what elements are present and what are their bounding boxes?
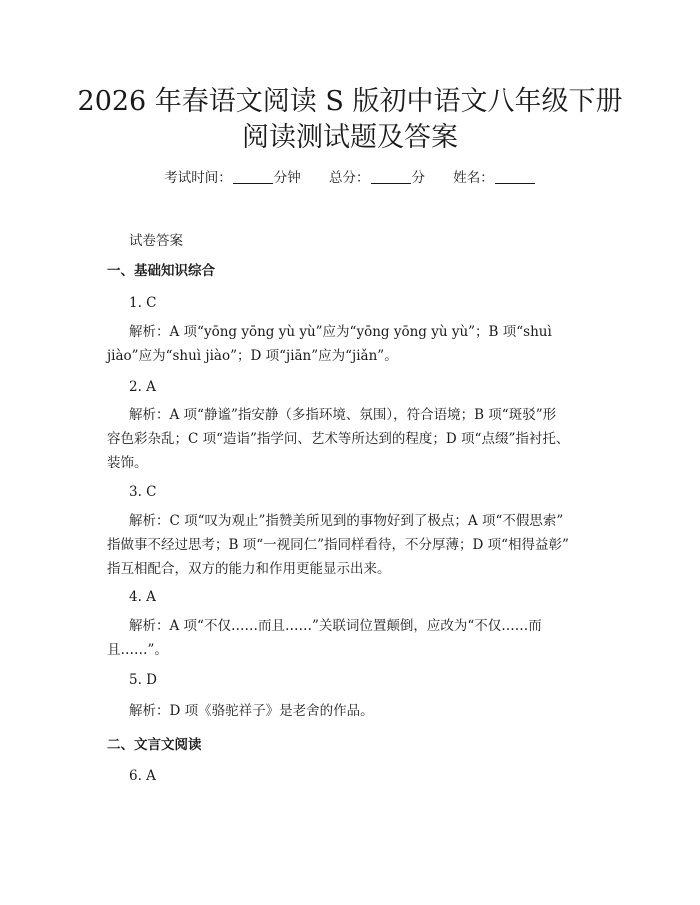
analysis-line: 解析：A 项“不仅……而且……”关联词位置颠倒，应改为“不仅……而 <box>129 618 542 634</box>
document-title-line-2: 阅读测试题及答案 <box>242 122 458 153</box>
score-unit: 分 <box>411 170 425 186</box>
score-label: 总分： <box>329 170 370 186</box>
analysis-line: 指互相配合，双方的能力和作用更能显示出来。 <box>107 561 391 577</box>
question-3-answer: 3. C <box>129 484 157 500</box>
question-5-answer: 5. D <box>129 672 157 688</box>
analysis-line: 解析：A 项“静谧”指安静（多指环境、氛围），符合语境；B 项“斑驳”形 <box>129 407 557 423</box>
answers-heading: 试卷答案 <box>129 233 183 249</box>
question-3-analysis <box>107 509 593 581</box>
exam-meta <box>0 169 700 187</box>
name-blank <box>495 170 535 184</box>
exam-time <box>164 170 301 186</box>
analysis-line: 解析：D 项《骆驼祥子》是老舍的作品。 <box>129 703 374 719</box>
question-1-answer: 1. C <box>129 295 157 311</box>
analysis-line: 装饰。 <box>107 455 148 471</box>
score-blank <box>371 170 411 184</box>
time-label: 考试时间： <box>164 170 232 186</box>
analysis-line: 指做事不经过思考；B 项“一视同仁”指同样看待，不分厚薄；D 项“相得益彰” <box>107 537 569 553</box>
time-unit: 分钟 <box>273 170 301 186</box>
question-6-answer: 6. A <box>129 768 156 784</box>
analysis-line: jiào”应为“shuì jiào”；D 项“jiān”应为“jiǎn”。 <box>107 348 398 364</box>
question-5-analysis <box>107 699 593 723</box>
question-1-analysis <box>107 320 593 368</box>
section-heading-classical: 二、文言文阅读 <box>107 737 202 753</box>
question-4-answer: 4. A <box>129 589 156 605</box>
analysis-line: 容色彩杂乱；C 项“造诣”指学问、艺术等所达到的程度；D 项“点缀”指衬托、 <box>107 431 570 447</box>
analysis-line: 解析：A 项“yōng yōng yù yù”应为“yōng yōng yù yù”；B 项“shuì <box>129 324 552 340</box>
question-2-analysis <box>107 403 593 475</box>
time-blank <box>233 170 273 184</box>
total-score <box>329 170 425 186</box>
name-label: 姓名： <box>453 170 494 186</box>
document-title-line-1: 2026 年春语文阅读 S 版初中语文八年级下册 <box>77 86 623 117</box>
section-heading-basic: 一、基础知识综合 <box>107 263 215 279</box>
analysis-line: 且……”。 <box>107 642 168 658</box>
question-4-analysis <box>107 614 593 662</box>
question-2-answer: 2. A <box>129 379 156 395</box>
student-name <box>453 170 536 186</box>
analysis-line: 解析：C 项“叹为观止”指赞美所见到的事物好到了极点；A 项“不假思索” <box>129 513 564 529</box>
